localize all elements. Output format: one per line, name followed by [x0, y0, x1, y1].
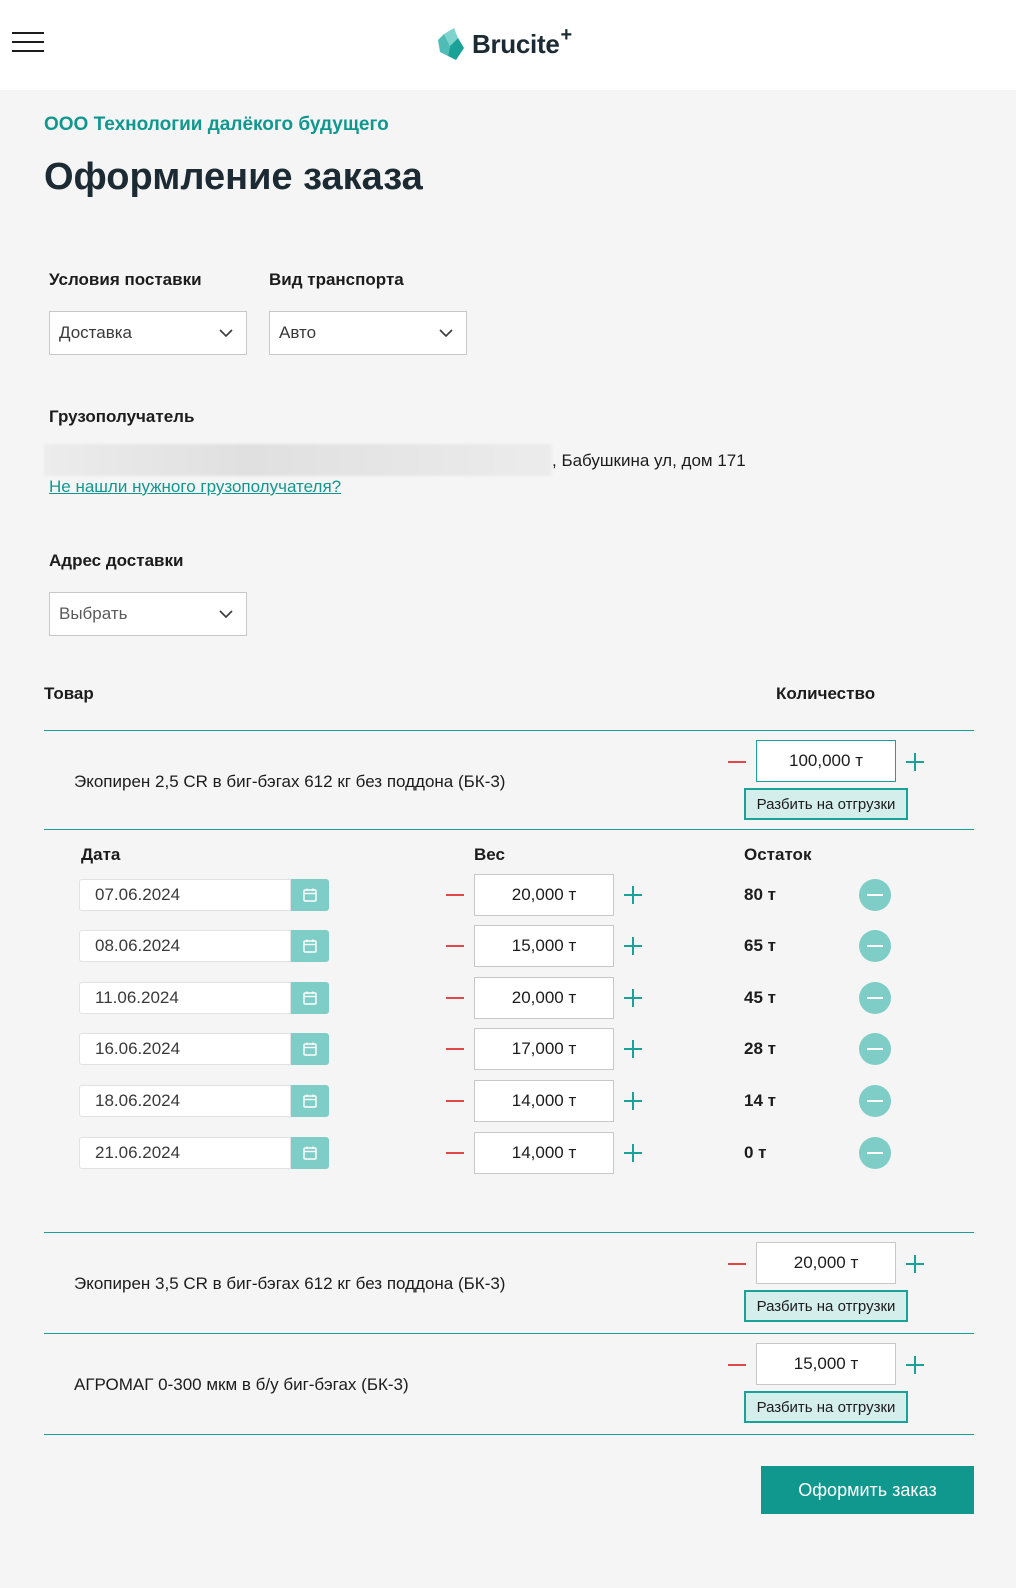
decrease-weight-button[interactable] — [446, 1152, 464, 1154]
consignee-label: Грузополучатель — [49, 407, 195, 426]
increase-quantity-button[interactable] — [906, 1255, 924, 1273]
delivery-address-placeholder: Выбрать — [59, 604, 128, 623]
shipment-rest: 28 т — [744, 1039, 776, 1058]
divider — [44, 730, 974, 731]
decrease-quantity-button[interactable] — [728, 1364, 746, 1366]
shipment-date-input[interactable]: 16.06.2024 — [79, 1033, 291, 1065]
delivery-terms-value: Доставка — [59, 323, 133, 342]
product-name: Экопирен 3,5 CR в биг-бэгах 612 кг без поддона (БК-3) — [74, 1274, 506, 1293]
transport-value: Авто — [279, 323, 317, 342]
shipment-rest: 45 т — [744, 988, 776, 1007]
remove-shipment-button[interactable] — [859, 1033, 891, 1065]
shipment-date-input[interactable]: 07.06.2024 — [79, 879, 291, 911]
increase-weight-button[interactable] — [624, 989, 642, 1007]
increase-weight-button[interactable] — [624, 1144, 642, 1162]
divider — [44, 1333, 974, 1334]
transport-select[interactable] — [269, 311, 467, 355]
calendar-button[interactable] — [291, 930, 329, 962]
shipment-rest: 14 т — [744, 1091, 776, 1110]
column-header-product: Товар — [44, 684, 94, 703]
delivery-address-select[interactable] — [49, 592, 247, 636]
product-name: АГРОМАГ 0-300 мкм в б/у биг-бэгах (БК-3) — [74, 1375, 409, 1394]
shipment-weight-input[interactable]: 15,000 т — [474, 925, 614, 967]
shipment-weight-input[interactable]: 14,000 т — [474, 1132, 614, 1174]
shipments-column-rest: Остаток — [744, 845, 812, 864]
hamburger-menu-icon[interactable] — [12, 32, 44, 52]
shipment-date-input[interactable]: 18.06.2024 — [79, 1085, 291, 1117]
calendar-button[interactable] — [291, 1137, 329, 1169]
calendar-icon — [302, 1041, 318, 1057]
column-header-quantity: Количество — [776, 684, 876, 703]
shipment-rest: 80 т — [744, 885, 776, 904]
delivery-terms-select[interactable] — [49, 311, 247, 355]
shipments-column-weight: Вес — [474, 845, 505, 864]
increase-weight-button[interactable] — [624, 1092, 642, 1110]
divider — [44, 1232, 974, 1233]
remove-shipment-button[interactable] — [859, 1085, 891, 1117]
brand-logo[interactable] — [436, 24, 572, 64]
split-shipments-button[interactable]: Разбить на отгрузки — [744, 1290, 908, 1322]
logo-mark-icon — [436, 26, 466, 62]
company-name: ООО Технологии далёкого будущего — [44, 114, 389, 135]
consignee-not-found-link[interactable]: Не нашли нужного грузополучателя? — [49, 477, 342, 496]
calendar-icon — [302, 938, 318, 954]
calendar-icon — [302, 887, 318, 903]
calendar-button[interactable] — [291, 1085, 329, 1117]
shipment-rest: 0 т — [744, 1143, 767, 1162]
increase-quantity-button[interactable] — [906, 1356, 924, 1374]
quantity-input[interactable]: 15,000 т — [756, 1343, 896, 1385]
consignee-redacted — [44, 444, 552, 476]
shipment-date-input[interactable]: 21.06.2024 — [79, 1137, 291, 1169]
remove-shipment-button[interactable] — [859, 930, 891, 962]
decrease-weight-button[interactable] — [446, 1100, 464, 1102]
remove-shipment-button[interactable] — [859, 1137, 891, 1169]
decrease-quantity-button[interactable] — [728, 761, 746, 763]
delivery-address-label: Адрес доставки — [49, 551, 184, 570]
shipment-weight-input[interactable]: 20,000 т — [474, 977, 614, 1019]
decrease-quantity-button[interactable] — [728, 1263, 746, 1265]
shipment-date-input[interactable]: 08.06.2024 — [79, 930, 291, 962]
decrease-weight-button[interactable] — [446, 997, 464, 999]
transport-label: Вид транспорта — [269, 270, 404, 289]
split-shipments-button[interactable]: Разбить на отгрузки — [744, 1391, 908, 1423]
calendar-button[interactable] — [291, 879, 329, 911]
decrease-weight-button[interactable] — [446, 894, 464, 896]
divider — [44, 829, 974, 830]
product-name: Экопирен 2,5 CR в биг-бэгах 612 кг без поддона (БК-3) — [74, 772, 506, 791]
shipment-weight-input[interactable]: 20,000 т — [474, 874, 614, 916]
increase-weight-button[interactable] — [624, 886, 642, 904]
app-header — [0, 0, 1016, 90]
shipment-weight-input[interactable]: 14,000 т — [474, 1080, 614, 1122]
chevron-down-icon — [438, 325, 454, 341]
quantity-input[interactable]: 100,000 т — [756, 740, 896, 782]
logo-text: Brucite — [472, 28, 560, 59]
delivery-terms-label: Условия поставки — [49, 270, 202, 289]
consignee-address: , Бабушкина ул, дом 171 — [552, 451, 746, 470]
calendar-icon — [302, 990, 318, 1006]
shipment-weight-input[interactable]: 17,000 т — [474, 1028, 614, 1070]
remove-shipment-button[interactable] — [859, 982, 891, 1014]
quantity-input[interactable]: 20,000 т — [756, 1242, 896, 1284]
split-shipments-button[interactable]: Разбить на отгрузки — [744, 788, 908, 820]
decrease-weight-button[interactable] — [446, 945, 464, 947]
chevron-down-icon — [218, 325, 234, 341]
divider — [44, 1434, 974, 1435]
calendar-button[interactable] — [291, 982, 329, 1014]
logo-plus: + — [560, 23, 573, 46]
remove-shipment-button[interactable] — [859, 879, 891, 911]
shipments-column-date: Дата — [81, 845, 121, 864]
calendar-button[interactable] — [291, 1033, 329, 1065]
calendar-icon — [302, 1093, 318, 1109]
increase-weight-button[interactable] — [624, 937, 642, 955]
shipment-rest: 65 т — [744, 936, 776, 955]
increase-quantity-button[interactable] — [906, 753, 924, 771]
page-title: Оформление заказа — [44, 156, 423, 198]
chevron-down-icon — [218, 606, 234, 622]
calendar-icon — [302, 1145, 318, 1161]
shipment-date-input[interactable]: 11.06.2024 — [79, 982, 291, 1014]
submit-order-button[interactable]: Оформить заказ — [761, 1466, 974, 1514]
decrease-weight-button[interactable] — [446, 1048, 464, 1050]
increase-weight-button[interactable] — [624, 1040, 642, 1058]
